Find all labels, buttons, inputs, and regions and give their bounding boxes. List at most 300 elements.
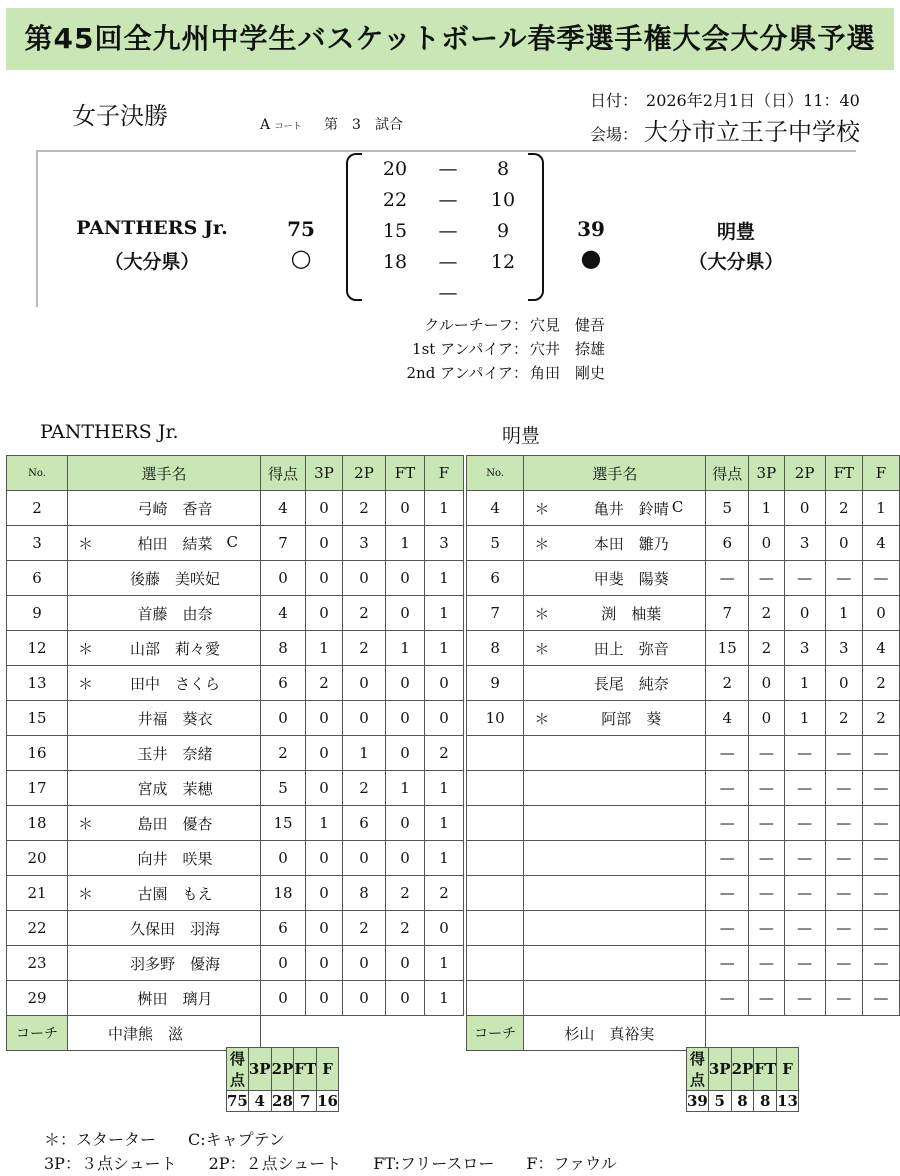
player-name: 柏田 結菜 (137, 535, 213, 553)
quarter-row (370, 154, 530, 185)
player-2p: — (784, 981, 825, 1016)
totals-row (227, 1091, 339, 1112)
starter-mark: ＊ (534, 605, 550, 623)
player-ft: 3 (825, 631, 862, 666)
player-points: — (706, 911, 749, 946)
player-name: 山部 莉々愛 (129, 640, 220, 658)
player-points: 6 (261, 911, 306, 946)
player-name-cell (524, 981, 706, 1016)
player-ft: 0 (386, 736, 425, 771)
player-3p: — (749, 771, 785, 806)
player-row (467, 631, 900, 666)
header-row (467, 456, 900, 491)
quarter-home-score: 20 (382, 158, 408, 180)
player-2p: — (784, 806, 825, 841)
totals-header-row (687, 1048, 799, 1091)
court-game-info: A コート 第 3 試合 (260, 117, 403, 133)
player-points: — (706, 841, 749, 876)
player-points: 0 (261, 701, 306, 736)
player-fouls: 0 (863, 596, 900, 631)
player-points: 18 (261, 876, 306, 911)
starter-mark: ＊ (78, 535, 94, 553)
player-row (467, 736, 900, 771)
starter-mark: ＊ (78, 815, 94, 833)
player-2p: 0 (343, 666, 386, 701)
player-points: 0 (261, 561, 306, 596)
quarter-away-score: 8 (496, 158, 510, 180)
player-2p: — (784, 771, 825, 806)
player-fouls: 1 (425, 946, 464, 981)
player-number: 2 (7, 491, 68, 526)
player-row (467, 911, 900, 946)
player-number: 7 (467, 596, 524, 631)
player-3p: 2 (749, 596, 785, 631)
player-name-cell (68, 911, 261, 946)
header-fouls: F (777, 1048, 799, 1091)
header-points: 得点 (706, 456, 749, 491)
player-2p: 0 (343, 561, 386, 596)
player-3p: — (749, 806, 785, 841)
player-2p: — (784, 841, 825, 876)
player-number (467, 841, 524, 876)
player-3p: — (749, 736, 785, 771)
player-number (467, 771, 524, 806)
player-number (467, 946, 524, 981)
player-points: 4 (706, 701, 749, 736)
header-row (7, 456, 464, 491)
player-3p: 1 (749, 491, 785, 526)
player-3p: — (749, 561, 785, 596)
player-points: 0 (261, 841, 306, 876)
player-fouls: 1 (425, 841, 464, 876)
player-2p: 2 (343, 771, 386, 806)
player-number (467, 911, 524, 946)
official-role: 2nd アンパイア： (406, 364, 528, 382)
away-totals-table (686, 1047, 799, 1112)
player-2p: — (784, 561, 825, 596)
player-fouls: — (863, 806, 900, 841)
player-ft: 0 (825, 666, 862, 701)
player-3p: 0 (749, 701, 785, 736)
player-points: 8 (261, 631, 306, 666)
player-row (467, 946, 900, 981)
player-3p: 1 (306, 631, 343, 666)
coach-row (7, 1016, 464, 1051)
player-points: 15 (261, 806, 306, 841)
header-no: No. (7, 456, 68, 491)
player-name: 本田 雛乃 (593, 535, 669, 553)
official-name: 穴井 捺雄 (530, 340, 606, 358)
player-fouls: 0 (425, 666, 464, 701)
player-2p: 0 (343, 946, 386, 981)
player-ft: 0 (386, 701, 425, 736)
player-fouls: 1 (425, 561, 464, 596)
player-3p: 2 (306, 666, 343, 701)
player-name: 宮成 茉穂 (137, 780, 213, 798)
header-ft: FT (754, 1048, 777, 1091)
player-ft: 1 (386, 771, 425, 806)
player-points: 5 (261, 771, 306, 806)
player-3p: — (749, 876, 785, 911)
player-ft: 0 (386, 666, 425, 701)
player-name-cell (524, 841, 706, 876)
player-name: 桝田 璃月 (137, 990, 213, 1008)
player-3p: 0 (306, 736, 343, 771)
total-2p: 28 (272, 1092, 293, 1110)
player-name: 羽多野 優海 (129, 955, 220, 973)
player-points: — (706, 876, 749, 911)
player-fouls: — (863, 876, 900, 911)
player-number: 21 (7, 876, 68, 911)
player-row (7, 911, 464, 946)
player-fouls: 4 (863, 631, 900, 666)
player-fouls: — (863, 981, 900, 1016)
player-name-cell (524, 806, 706, 841)
quarter-home-score: 22 (382, 189, 408, 211)
date-line: 日付： 2026年2月1日（日）11：40 (590, 91, 860, 110)
player-3p: 0 (306, 526, 343, 561)
player-row (467, 596, 900, 631)
player-2p: 0 (784, 491, 825, 526)
player-points: 2 (706, 666, 749, 701)
player-number: 12 (7, 631, 68, 666)
player-ft: 2 (825, 701, 862, 736)
player-ft: 2 (386, 876, 425, 911)
player-ft: 1 (825, 596, 862, 631)
right-bracket (528, 153, 544, 301)
player-row (7, 946, 464, 981)
player-row (7, 771, 464, 806)
away-result-mark: ● (580, 244, 602, 272)
player-number: 5 (467, 526, 524, 561)
player-name-cell (68, 806, 261, 841)
header-2p: 2P (784, 456, 825, 491)
quarter-home-score: 15 (382, 220, 408, 242)
player-2p: 2 (343, 491, 386, 526)
player-points: — (706, 771, 749, 806)
coach-label: コーチ (7, 1016, 68, 1051)
quarter-dash: — (438, 251, 458, 273)
player-name: 甲斐 陽葵 (593, 570, 669, 588)
player-name: 島田 優杏 (137, 815, 213, 833)
player-row (7, 561, 464, 596)
player-number: 17 (7, 771, 68, 806)
player-name: 首藤 由奈 (137, 605, 213, 623)
captain-mark: C (226, 533, 238, 551)
player-2p: 0 (784, 596, 825, 631)
player-fouls: 0 (425, 911, 464, 946)
header-ft: FT (386, 456, 425, 491)
header-ft: FT (825, 456, 862, 491)
player-ft: — (825, 841, 862, 876)
coach-name: 杉山 真裕実 (524, 1016, 706, 1051)
starter-mark: ＊ (534, 640, 550, 658)
player-points: 15 (706, 631, 749, 666)
total-fouls: 13 (777, 1092, 798, 1110)
player-row (467, 666, 900, 701)
player-2p: 1 (784, 666, 825, 701)
totals-header-row (227, 1048, 339, 1091)
total-ft: 8 (754, 1091, 777, 1112)
header-2p: 2P (271, 1048, 294, 1091)
player-name-cell (68, 876, 261, 911)
player-row (467, 701, 900, 736)
player-fouls: — (863, 911, 900, 946)
player-fouls: — (863, 946, 900, 981)
player-row (7, 736, 464, 771)
player-name: 長尾 純奈 (593, 675, 669, 693)
total-2p: 8 (731, 1091, 754, 1112)
legend-line-2: 3P：３点シュート 2P：２点シュート FT:フリースロー F：ファウル (44, 1154, 617, 1173)
player-3p: — (749, 911, 785, 946)
coach-row-blank (706, 1016, 900, 1051)
away-stats-table (466, 455, 900, 1051)
official-name: 角田 剛史 (530, 364, 606, 382)
player-row (467, 561, 900, 596)
header-2p: 2P (731, 1048, 754, 1091)
player-number: 6 (7, 561, 68, 596)
quarter-away-score (476, 278, 530, 309)
header-name: 選手名 (524, 456, 706, 491)
player-2p: 1 (343, 736, 386, 771)
player-ft: 0 (386, 981, 425, 1016)
player-ft: 0 (825, 526, 862, 561)
player-2p: 2 (343, 631, 386, 666)
player-name-cell (68, 631, 261, 666)
player-number: 3 (7, 526, 68, 561)
player-name-cell (68, 666, 261, 701)
player-name-cell (68, 946, 261, 981)
player-fouls: 2 (425, 736, 464, 771)
player-name-cell (68, 526, 261, 561)
player-number: 15 (7, 701, 68, 736)
player-number: 29 (7, 981, 68, 1016)
player-name-cell (524, 946, 706, 981)
player-2p: — (784, 736, 825, 771)
player-name-cell (68, 771, 261, 806)
home-totals-table (226, 1047, 339, 1112)
player-3p: 2 (749, 631, 785, 666)
player-row (467, 806, 900, 841)
player-3p: — (749, 981, 785, 1016)
player-ft: — (825, 771, 862, 806)
player-number: 6 (467, 561, 524, 596)
player-row (7, 876, 464, 911)
header-fouls: F (863, 456, 900, 491)
quarter-dash: — (438, 158, 458, 180)
starter-mark: ＊ (534, 710, 550, 728)
player-2p: 3 (343, 526, 386, 561)
player-number: 8 (467, 631, 524, 666)
tournament-title: 第45回全九州中学生バスケットボール春季選手権大会大分県予選 (6, 8, 894, 70)
player-name: 玉井 奈緒 (137, 745, 213, 763)
legend-line-1: ＊：スターター C:キャプテン (44, 1130, 285, 1149)
total-points: 39 (687, 1092, 708, 1110)
player-number: 22 (7, 911, 68, 946)
header-2p: 2P (343, 456, 386, 491)
quarter-row (370, 185, 530, 216)
player-fouls: 1 (863, 491, 900, 526)
quarter-dash: — (438, 282, 458, 304)
player-fouls: 1 (425, 596, 464, 631)
player-fouls: 2 (863, 701, 900, 736)
starter-mark: ＊ (534, 535, 550, 553)
player-points: 2 (261, 736, 306, 771)
player-ft: 0 (386, 841, 425, 876)
player-row (467, 771, 900, 806)
player-2p: — (784, 946, 825, 981)
quarter-away-score: 10 (490, 189, 516, 211)
player-name-cell (524, 666, 706, 701)
player-name: 田中 さくら (129, 675, 220, 693)
player-fouls: — (863, 561, 900, 596)
player-row (7, 491, 464, 526)
player-name: 向井 咲果 (137, 850, 213, 868)
header-no: No. (467, 456, 524, 491)
player-ft: — (825, 806, 862, 841)
quarter-row (370, 247, 530, 278)
player-name-cell (524, 911, 706, 946)
player-2p: 0 (343, 701, 386, 736)
official-name: 穴見 健吾 (530, 316, 606, 334)
venue-line: 会場： 大分市立王子中学校 (590, 118, 861, 146)
player-row (7, 981, 464, 1016)
player-points: — (706, 561, 749, 596)
starter-mark: ＊ (78, 885, 94, 903)
player-number (467, 806, 524, 841)
header-name: 選手名 (68, 456, 261, 491)
header-3p: 3P (248, 1048, 271, 1091)
home-team-name: PANTHERS Jr. (76, 217, 228, 239)
player-2p: 3 (784, 631, 825, 666)
player-ft: 1 (386, 631, 425, 666)
player-fouls: 1 (425, 491, 464, 526)
player-row (7, 666, 464, 701)
quarter-scores (370, 154, 530, 309)
starter-mark: ＊ (78, 675, 94, 693)
player-name: 渕 柚葉 (601, 605, 662, 623)
player-3p: 0 (306, 596, 343, 631)
player-2p: 2 (343, 596, 386, 631)
player-name-cell (524, 771, 706, 806)
player-fouls: 1 (425, 771, 464, 806)
player-points: — (706, 946, 749, 981)
player-points: 7 (261, 526, 306, 561)
player-name-cell (68, 561, 261, 596)
player-3p: 0 (306, 946, 343, 981)
player-name: 弓崎 香音 (137, 500, 213, 518)
header-3p: 3P (749, 456, 785, 491)
player-2p: — (784, 911, 825, 946)
player-ft: 0 (386, 946, 425, 981)
player-number: 16 (7, 736, 68, 771)
home-stats-table (6, 455, 464, 1051)
header-3p: 3P (708, 1048, 731, 1091)
player-3p: 0 (306, 561, 343, 596)
player-3p: — (749, 946, 785, 981)
player-number: 4 (467, 491, 524, 526)
left-bracket (346, 153, 362, 301)
coach-row (467, 1016, 900, 1051)
player-name: 井福 葵衣 (137, 710, 213, 728)
player-number: 10 (467, 701, 524, 736)
quarter-home-score: 18 (382, 251, 408, 273)
player-name-cell (524, 701, 706, 736)
player-ft: — (825, 946, 862, 981)
player-points: — (706, 981, 749, 1016)
player-row (7, 526, 464, 561)
player-3p: 0 (306, 491, 343, 526)
player-3p: 1 (306, 806, 343, 841)
starter-mark: ＊ (534, 500, 550, 518)
player-2p: 6 (343, 806, 386, 841)
quarter-away-score: 12 (490, 251, 516, 273)
player-ft: 1 (386, 526, 425, 561)
total-points: 75 (227, 1092, 248, 1110)
quarter-home-score (370, 278, 420, 309)
player-name-cell (524, 491, 706, 526)
player-row (7, 841, 464, 876)
player-2p: 3 (784, 526, 825, 561)
player-name: 久保田 羽海 (129, 920, 220, 938)
captain-mark: C (671, 498, 684, 516)
quarter-away-score: 9 (496, 220, 510, 242)
player-points: — (706, 736, 749, 771)
player-3p: 0 (306, 841, 343, 876)
player-3p: 0 (306, 981, 343, 1016)
coach-label: コーチ (467, 1016, 524, 1051)
player-name-cell (524, 631, 706, 666)
player-2p: 8 (343, 876, 386, 911)
header-points: 得点 (261, 456, 306, 491)
player-ft: — (825, 911, 862, 946)
quarter-dash: — (438, 189, 458, 211)
player-row (7, 701, 464, 736)
player-ft: — (825, 736, 862, 771)
player-name-cell (524, 596, 706, 631)
player-fouls: 1 (425, 981, 464, 1016)
player-fouls: 4 (863, 526, 900, 561)
away-table-title: 明豊 (502, 425, 541, 447)
player-ft: 0 (386, 806, 425, 841)
player-name-cell (68, 981, 261, 1016)
player-2p: — (784, 876, 825, 911)
player-name-cell (68, 736, 261, 771)
player-points: — (706, 806, 749, 841)
total-3p: 4 (248, 1091, 271, 1112)
quarter-row (370, 278, 530, 309)
quarter-dash: — (438, 220, 458, 242)
player-name: 阿部 葵 (601, 710, 662, 728)
home-table-title: PANTHERS Jr. (40, 421, 179, 443)
player-number: 9 (7, 596, 68, 631)
player-row (7, 631, 464, 666)
header-points: 得点 (687, 1048, 709, 1091)
header-fouls: F (425, 456, 464, 491)
player-name: 後藤 美咲妃 (129, 570, 220, 588)
player-name: 田上 弥音 (593, 640, 669, 658)
player-points: 0 (261, 946, 306, 981)
player-fouls: 1 (425, 806, 464, 841)
player-fouls: 0 (425, 701, 464, 736)
player-ft: 2 (825, 491, 862, 526)
header-points: 得点 (227, 1048, 249, 1091)
player-name: 古園 もえ (137, 885, 213, 903)
player-points: 6 (261, 666, 306, 701)
player-ft: — (825, 876, 862, 911)
quarter-row (370, 216, 530, 247)
player-3p: 0 (306, 911, 343, 946)
